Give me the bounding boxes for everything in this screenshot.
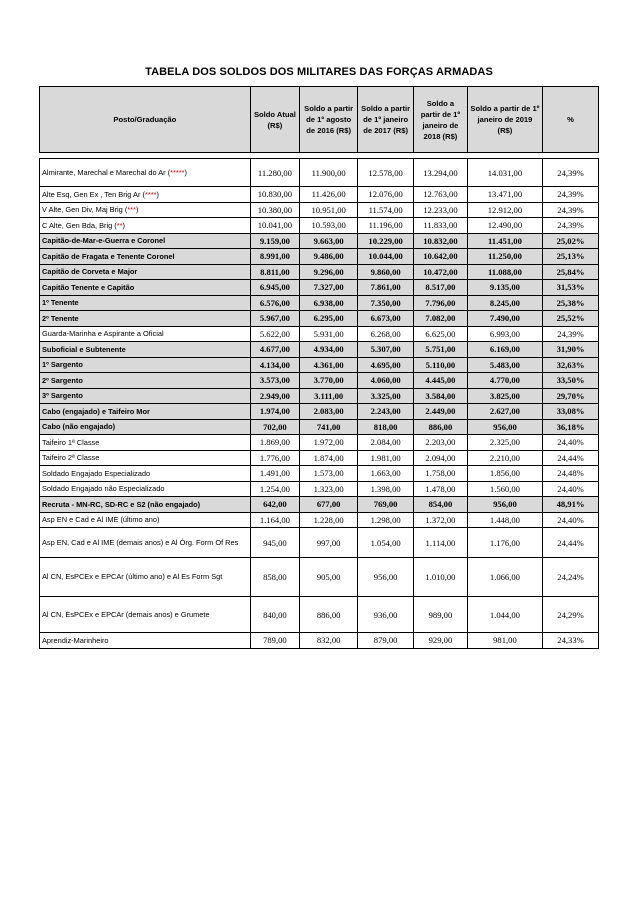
table-row (40, 326, 599, 342)
rank-label: Asp EN e Cad e Al IME (último ano) (42, 515, 160, 525)
soldo-2017-cell: 7.350,00 (358, 295, 414, 311)
soldo-2019-cell: 4.770,00 (467, 373, 542, 389)
soldo-2018-cell: 2.094,00 (414, 450, 468, 466)
rank-cell (40, 311, 251, 327)
soldo-2017-cell: 1.398,00 (358, 481, 414, 497)
soldo-2019-cell: 2.325,00 (467, 435, 542, 451)
soldo-atual-cell: 8.811,00 (250, 264, 299, 280)
soldo-2016-cell: 1.228,00 (300, 512, 358, 528)
soldo-2016-cell: 3.770,00 (300, 373, 358, 389)
soldo-2016-cell: 741,00 (300, 419, 358, 435)
rank-suffix: ) (135, 205, 139, 215)
soldo-2018-cell: 854,00 (414, 497, 468, 513)
percent-cell: 24,39% (543, 218, 599, 234)
percent-cell: 25,52% (543, 311, 599, 327)
table-row (40, 633, 599, 649)
rank-cell (40, 633, 251, 649)
rank-label: Taifeiro 2ª Classe (42, 453, 100, 463)
table-row (40, 342, 599, 358)
soldo-2018-cell: 5.110,00 (414, 357, 468, 373)
soldo-2019-cell: 11.451,00 (467, 233, 542, 249)
soldo-2016-cell: 11.900,00 (300, 159, 358, 187)
rank-label: Almirante, Marechal e Marechal do Ar ( (42, 167, 171, 177)
soldo-atual-cell: 1.776,00 (250, 450, 299, 466)
soldo-atual-cell: 1.869,00 (250, 435, 299, 451)
soldo-2018-cell: 8.517,00 (414, 280, 468, 296)
rank-label: Soldado Engajado não Especializado (42, 484, 165, 494)
percent-cell: 24,39% (543, 326, 599, 342)
table-row (40, 249, 599, 265)
soldo-atual-cell: 1.254,00 (250, 481, 299, 497)
percent-cell: 24,33% (543, 633, 599, 649)
table-row (40, 373, 599, 389)
soldo-2017-cell: 4.695,00 (358, 357, 414, 373)
percent-cell: 31,53% (543, 280, 599, 296)
rank-cell (40, 597, 251, 633)
table-row (40, 187, 599, 203)
percent-cell: 24,44% (543, 528, 599, 558)
soldo-2019-cell: 9.135,00 (467, 280, 542, 296)
rank-label: Asp EN, Cad e Al IME (demais anos) e Al Órg. Form Of Res (42, 537, 239, 547)
table-row (40, 202, 599, 218)
rank-cell (40, 419, 251, 435)
table-row (40, 435, 599, 451)
soldo-2018-cell: 7.082,00 (414, 311, 468, 327)
salary-table (39, 86, 599, 649)
rank-cell (40, 280, 251, 296)
rank-label: 2º Tenente (42, 313, 79, 323)
rank-cell (40, 404, 251, 420)
soldo-2016-cell: 4.361,00 (300, 357, 358, 373)
rank-stars: ** (116, 220, 123, 230)
rank-cell (40, 450, 251, 466)
table-row (40, 528, 599, 558)
soldo-2018-cell: 11.833,00 (414, 218, 468, 234)
soldo-2017-cell: 4.060,00 (358, 373, 414, 389)
soldo-2016-cell: 997,00 (300, 528, 358, 558)
soldo-2018-cell: 2.449,00 (414, 404, 468, 420)
rank-label: Alte Esq, Gen Ex , Ten Brig Ar ( (42, 189, 145, 199)
soldo-atual-cell: 4.677,00 (250, 342, 299, 358)
rank-cell (40, 326, 251, 342)
table-row (40, 512, 599, 528)
soldo-atual-cell: 4.134,00 (250, 357, 299, 373)
soldo-2016-cell: 10.951,00 (300, 202, 358, 218)
soldo-2017-cell: 1.054,00 (358, 528, 414, 558)
soldo-2016-cell: 905,00 (300, 558, 358, 597)
soldo-2017-cell: 9.860,00 (358, 264, 414, 280)
table-row (40, 388, 599, 404)
soldo-2019-cell: 11.250,00 (467, 249, 542, 265)
soldo-2016-cell: 6.295,00 (300, 311, 358, 327)
soldo-atual-cell: 945,00 (250, 528, 299, 558)
soldo-2018-cell: 989,00 (414, 597, 468, 633)
soldo-2016-cell: 2.083,00 (300, 404, 358, 420)
soldo-2019-cell: 3.825,00 (467, 388, 542, 404)
soldo-2017-cell: 7.861,00 (358, 280, 414, 296)
rank-cell (40, 373, 251, 389)
rank-cell (40, 435, 251, 451)
soldo-2019-cell: 981,00 (467, 633, 542, 649)
percent-cell: 32,63% (543, 357, 599, 373)
page-title: TABELA DOS SOLDOS DOS MILITARES DAS FORÇAS ARMADAS (145, 66, 493, 78)
soldo-atual-cell: 8.991,00 (250, 249, 299, 265)
rank-cell (40, 218, 251, 234)
soldo-2017-cell: 1.981,00 (358, 450, 414, 466)
soldo-atual-cell: 789,00 (250, 633, 299, 649)
percent-cell: 24,29% (543, 597, 599, 633)
soldo-2016-cell: 677,00 (300, 497, 358, 513)
rank-label: Aprendiz-Marinheiro (42, 635, 109, 645)
soldo-2018-cell: 12.233,00 (414, 202, 468, 218)
percent-cell: 24,39% (543, 187, 599, 203)
rank-label: Capitão-de-Mar-e-Guerra e Coronel (42, 236, 166, 246)
percent-cell: 24,40% (543, 512, 599, 528)
percent-cell: 24,39% (543, 159, 599, 187)
soldo-atual-cell: 9.159,00 (250, 233, 299, 249)
soldo-atual-cell: 858,00 (250, 558, 299, 597)
rank-label: 2º Sargento (42, 375, 83, 385)
soldo-2018-cell: 6.625,00 (414, 326, 468, 342)
soldo-2019-cell: 7.490,00 (467, 311, 542, 327)
rank-label: Capitão de Fragata e Tenente Coronel (42, 251, 175, 261)
soldo-2016-cell: 4.934,00 (300, 342, 358, 358)
soldo-2019-cell: 1.448,00 (467, 512, 542, 528)
rank-label: Capitão de Corveta e Major (42, 267, 138, 277)
table-row (40, 295, 599, 311)
soldo-2019-cell: 2.627,00 (467, 404, 542, 420)
soldo-2017-cell: 10.229,00 (358, 233, 414, 249)
rank-cell (40, 558, 251, 597)
soldo-atual-cell: 6.576,00 (250, 295, 299, 311)
rank-cell (40, 466, 251, 482)
soldo-2017-cell: 12.076,00 (358, 187, 414, 203)
table-row (40, 481, 599, 497)
rank-suffix: ) (156, 189, 159, 199)
soldo-2016-cell: 832,00 (300, 633, 358, 649)
soldo-2016-cell: 9.663,00 (300, 233, 358, 249)
soldo-2019-cell: 1.066,00 (467, 558, 542, 597)
soldo-atual-cell: 702,00 (250, 419, 299, 435)
soldo-2016-cell: 11.426,00 (300, 187, 358, 203)
soldo-2019-cell: 12.912,00 (467, 202, 542, 218)
soldo-2019-cell: 956,00 (467, 497, 542, 513)
rank-label: Recruta - MN-RC, SD-RC e S2 (não engajado) (42, 499, 201, 509)
soldo-2017-cell: 769,00 (358, 497, 414, 513)
header-soldo-atual: Soldo Atual (R$) (250, 87, 299, 153)
rank-label: 3º Sargento (42, 391, 83, 401)
soldo-2018-cell: 5.751,00 (414, 342, 468, 358)
soldo-2018-cell: 10.472,00 (414, 264, 468, 280)
rank-cell (40, 357, 251, 373)
header-posto: Posto/Graduação (40, 87, 251, 153)
rank-label: C Alte, Gen Bda, Brig ( (42, 220, 117, 230)
percent-cell: 48,91% (543, 497, 599, 513)
rank-cell (40, 497, 251, 513)
soldo-atual-cell: 840,00 (250, 597, 299, 633)
percent-cell: 33,08% (543, 404, 599, 420)
table-row (40, 450, 599, 466)
soldo-2017-cell: 3.325,00 (358, 388, 414, 404)
table-row (40, 404, 599, 420)
percent-cell: 25,13% (543, 249, 599, 265)
soldo-2017-cell: 6.673,00 (358, 311, 414, 327)
rank-cell (40, 233, 251, 249)
percent-cell: 24,39% (543, 202, 599, 218)
table-row (40, 280, 599, 296)
percent-cell: 24,40% (543, 481, 599, 497)
soldo-2018-cell: 1.010,00 (414, 558, 468, 597)
percent-cell: 24,48% (543, 466, 599, 482)
soldo-atual-cell: 3.573,00 (250, 373, 299, 389)
soldo-2016-cell: 9.296,00 (300, 264, 358, 280)
rank-label: Al CN, EsPCEx e EPCAr (demais anos) e Grumete (42, 609, 210, 619)
soldo-2017-cell: 11.196,00 (358, 218, 414, 234)
table-row (40, 264, 599, 280)
soldo-2019-cell: 11.088,00 (467, 264, 542, 280)
soldo-2016-cell: 1.874,00 (300, 450, 358, 466)
rank-label: Cabo (engajado) e Taifeiro Mor (42, 406, 150, 416)
soldo-2016-cell: 3.111,00 (300, 388, 358, 404)
percent-cell: 31,90% (543, 342, 599, 358)
table-row (40, 558, 599, 597)
soldo-2017-cell: 2.243,00 (358, 404, 414, 420)
soldo-atual-cell: 1.491,00 (250, 466, 299, 482)
rank-stars: *** (127, 205, 136, 215)
percent-cell: 24,44% (543, 450, 599, 466)
soldo-2017-cell: 879,00 (358, 633, 414, 649)
soldo-2019-cell: 5.483,00 (467, 357, 542, 373)
soldo-2018-cell: 1.114,00 (414, 528, 468, 558)
soldo-atual-cell: 6.945,00 (250, 280, 299, 296)
soldo-2018-cell: 929,00 (414, 633, 468, 649)
header-soldo-2019: Soldo a partir de 1º janeiro de 2019 (R$) (467, 87, 542, 153)
soldo-2019-cell: 1.044,00 (467, 597, 542, 633)
soldo-2016-cell: 6.938,00 (300, 295, 358, 311)
soldo-atual-cell: 2.949,00 (250, 388, 299, 404)
percent-cell: 24,24% (543, 558, 599, 597)
soldo-2018-cell: 3.584,00 (414, 388, 468, 404)
soldo-atual-cell: 11.280,00 (250, 159, 299, 187)
soldo-2019-cell: 14.031,00 (467, 159, 542, 187)
rank-label: Soldado Engajado Especializado (42, 468, 151, 478)
soldo-2019-cell: 6.993,00 (467, 326, 542, 342)
rank-label: 1º Sargento (42, 360, 83, 370)
soldo-atual-cell: 5.622,00 (250, 326, 299, 342)
soldo-2017-cell: 11.574,00 (358, 202, 414, 218)
rank-cell (40, 528, 251, 558)
soldo-2018-cell: 7.796,00 (414, 295, 468, 311)
rank-label: Guarda-Marinha e Aspirante a Oficial (42, 329, 164, 339)
rank-cell (40, 202, 251, 218)
soldo-2017-cell: 956,00 (358, 558, 414, 597)
soldo-2016-cell: 5.931,00 (300, 326, 358, 342)
rank-label: Capitão Tenente e Capitão (42, 282, 135, 292)
table-row (40, 419, 599, 435)
rank-cell (40, 481, 251, 497)
soldo-atual-cell: 1.974,00 (250, 404, 299, 420)
table-row (40, 233, 599, 249)
table-header-row (40, 87, 599, 153)
rank-label: Al CN, EsPCEx e EPCAr (último ano) e Al Es Form Sgt (42, 572, 223, 582)
percent-cell: 36,18% (543, 419, 599, 435)
soldo-2019-cell: 1.856,00 (467, 466, 542, 482)
soldo-atual-cell: 10.830,00 (250, 187, 299, 203)
soldo-2018-cell: 2.203,00 (414, 435, 468, 451)
soldo-2016-cell: 1.323,00 (300, 481, 358, 497)
soldo-2019-cell: 1.176,00 (467, 528, 542, 558)
soldo-2017-cell: 1.298,00 (358, 512, 414, 528)
soldo-atual-cell: 642,00 (250, 497, 299, 513)
percent-cell: 24,40% (543, 435, 599, 451)
rank-cell (40, 342, 251, 358)
rank-cell (40, 512, 251, 528)
soldo-2017-cell: 10.044,00 (358, 249, 414, 265)
table-row (40, 466, 599, 482)
soldo-2018-cell: 10.642,00 (414, 249, 468, 265)
rank-label: Taifeiro 1ª Classe (42, 437, 100, 447)
rank-stars: **** (144, 189, 157, 199)
soldo-2018-cell: 4.445,00 (414, 373, 468, 389)
soldo-2016-cell: 10.593,00 (300, 218, 358, 234)
soldo-2017-cell: 936,00 (358, 597, 414, 633)
soldo-atual-cell: 10.380,00 (250, 202, 299, 218)
soldo-atual-cell: 10.041,00 (250, 218, 299, 234)
table-row (40, 597, 599, 633)
header-soldo-2017: Soldo a partir de 1º janeiro de 2017 (R$) (358, 87, 414, 153)
soldo-2016-cell: 886,00 (300, 597, 358, 633)
soldo-2016-cell: 7.327,00 (300, 280, 358, 296)
rank-cell (40, 295, 251, 311)
soldo-2019-cell: 2.210,00 (467, 450, 542, 466)
soldo-2016-cell: 9.486,00 (300, 249, 358, 265)
table-row (40, 218, 599, 234)
percent-cell: 25,02% (543, 233, 599, 249)
soldo-2018-cell: 886,00 (414, 419, 468, 435)
table-row (40, 497, 599, 513)
rank-cell (40, 264, 251, 280)
rank-cell (40, 187, 251, 203)
table-row (40, 159, 599, 187)
rank-label: 1º Tenente (42, 298, 79, 308)
percent-cell: 29,70% (543, 388, 599, 404)
soldo-2016-cell: 1.972,00 (300, 435, 358, 451)
header-percent: % (543, 87, 599, 153)
soldo-2019-cell: 8.245,00 (467, 295, 542, 311)
rank-label: Cabo (não engajado) (42, 422, 116, 432)
soldo-2017-cell: 2.084,00 (358, 435, 414, 451)
soldo-2017-cell: 6.268,00 (358, 326, 414, 342)
soldo-2019-cell: 1.560,00 (467, 481, 542, 497)
soldo-2019-cell: 12.490,00 (467, 218, 542, 234)
soldo-2019-cell: 956,00 (467, 419, 542, 435)
soldo-2018-cell: 1.758,00 (414, 466, 468, 482)
soldo-2016-cell: 1.573,00 (300, 466, 358, 482)
table-body (40, 153, 599, 649)
rank-label: Suboficial e Subtenente (42, 344, 126, 354)
soldo-2019-cell: 6.169,00 (467, 342, 542, 358)
percent-cell: 25,38% (543, 295, 599, 311)
header-soldo-2018: Soldo a partir de 1º janeiro de 2018 (R$) (414, 87, 468, 153)
soldo-atual-cell: 1.164,00 (250, 512, 299, 528)
percent-cell: 25,84% (543, 264, 599, 280)
soldo-2018-cell: 10.832,00 (414, 233, 468, 249)
rank-stars: ***** (170, 167, 185, 177)
rank-label: V Alte, Gen Div, Maj Brig ( (42, 205, 128, 215)
rank-cell (40, 249, 251, 265)
soldo-2017-cell: 5.307,00 (358, 342, 414, 358)
soldo-2018-cell: 13.294,00 (414, 159, 468, 187)
header-soldo-2016: Soldo a partir de 1º agosto de 2016 (R$) (300, 87, 358, 153)
soldo-2017-cell: 12.578,00 (358, 159, 414, 187)
soldo-2017-cell: 818,00 (358, 419, 414, 435)
rank-suffix: ) (122, 220, 125, 230)
rank-suffix: ) (184, 167, 188, 177)
percent-cell: 33,50% (543, 373, 599, 389)
soldo-2018-cell: 1.372,00 (414, 512, 468, 528)
table-row (40, 311, 599, 327)
table-row (40, 357, 599, 373)
soldo-2019-cell: 13.471,00 (467, 187, 542, 203)
soldo-2017-cell: 1.663,00 (358, 466, 414, 482)
rank-cell (40, 388, 251, 404)
rank-cell (40, 159, 251, 187)
soldo-atual-cell: 5.967,00 (250, 311, 299, 327)
soldo-2018-cell: 12.763,00 (414, 187, 468, 203)
soldo-2018-cell: 1.478,00 (414, 481, 468, 497)
